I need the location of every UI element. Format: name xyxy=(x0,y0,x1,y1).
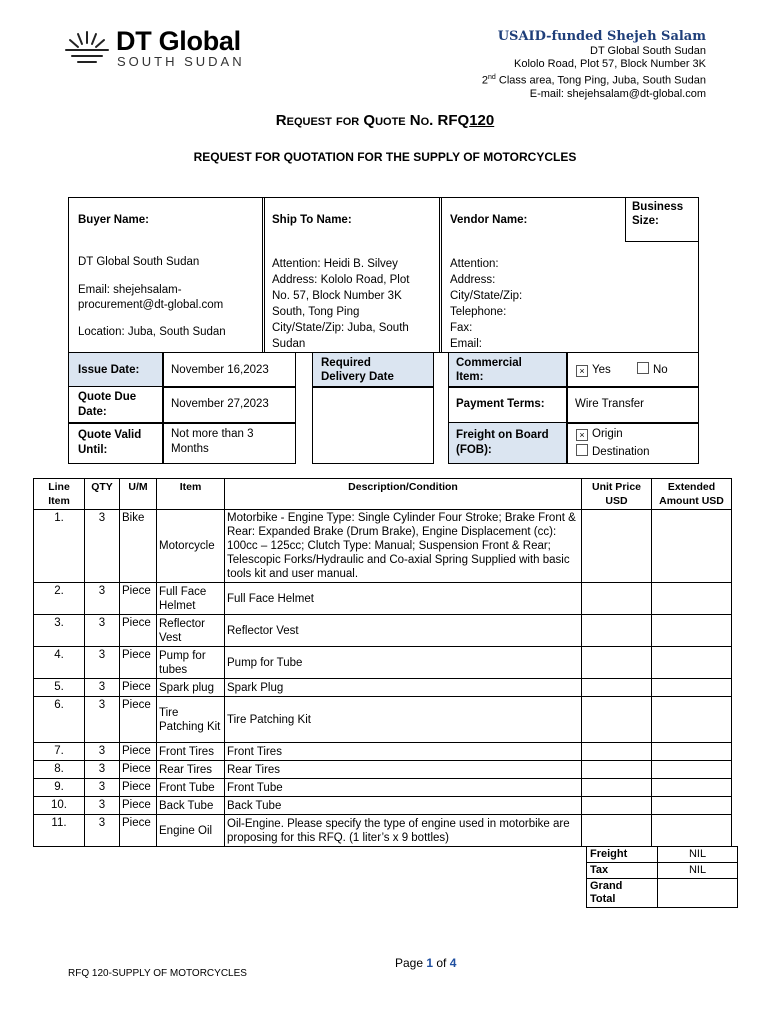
issue-date-value: November 16,2023 xyxy=(171,364,269,376)
commercial-item-label-cell xyxy=(448,352,568,388)
qty-cell: 3 xyxy=(85,583,120,615)
qty-cell: 3 xyxy=(85,647,120,679)
extended-amount-cell[interactable] xyxy=(652,743,732,761)
line-number-cell: 4. xyxy=(34,647,85,679)
um-cell: Piece xyxy=(120,761,157,779)
address-line-1: Kololo Road, Plot 57, Block Number 3K xyxy=(514,58,706,70)
logo-subtitle: SOUTH SUDAN xyxy=(117,54,245,69)
um-cell: Piece xyxy=(120,697,157,743)
vendor-line-1: Attention: xyxy=(450,258,499,270)
line-number-cell: 6. xyxy=(34,697,85,743)
unit-price-cell[interactable] xyxy=(582,743,652,761)
qty-cell: 3 xyxy=(85,679,120,697)
vendor-line-4: Telephone: xyxy=(450,306,507,318)
description-cell: Tire Patching Kit xyxy=(225,697,582,743)
unit-price-cell[interactable] xyxy=(582,679,652,697)
table-row xyxy=(34,615,732,647)
table-row xyxy=(34,761,732,779)
fob-label: Freight on Board (FOB): xyxy=(456,429,549,456)
um-cell: Piece xyxy=(120,679,157,697)
rfq-subtitle: REQUEST FOR QUOTATION FOR THE SUPPLY OF MOTORCYCLES xyxy=(193,150,577,164)
vendor-line-6: Email: xyxy=(450,338,482,350)
org-name: DT Global South Sudan xyxy=(590,45,706,57)
commercial-item-label: Commercial Item: xyxy=(456,357,522,383)
page-number: Page 1 of 4 xyxy=(395,956,457,970)
description-cell: Front Tires xyxy=(225,743,582,761)
um-cell: Piece xyxy=(120,583,157,615)
fob-origin-checkbox[interactable]: × xyxy=(576,429,588,441)
payment-terms-value-cell xyxy=(566,386,699,424)
ship-line-5: City/State/Zip: Juba, South xyxy=(272,322,409,334)
qty-cell: 3 xyxy=(85,615,120,647)
um-cell: Bike xyxy=(120,510,157,583)
col-header-qty: QTY xyxy=(85,479,120,510)
vendor-line-2: Address: xyxy=(450,274,496,286)
qty-cell: 3 xyxy=(85,797,120,815)
description-cell: Back Tube xyxy=(225,797,582,815)
line-number-cell: 7. xyxy=(34,743,85,761)
line-number-cell: 5. xyxy=(34,679,85,697)
extended-amount-cell[interactable] xyxy=(652,510,732,583)
col-header-unit-price: Unit Price USD xyxy=(582,479,652,510)
buyer-email-1: Email: shejehsalam- xyxy=(78,284,182,296)
freight-value: NIL xyxy=(658,847,738,863)
qty-cell: 3 xyxy=(85,510,120,583)
extended-amount-cell[interactable] xyxy=(652,679,732,697)
col-header-line: Line Item xyxy=(34,479,85,510)
description-cell: Oil-Engine. Please specify the type of engine used in motorbike are proposing for this RFQ. (1 liter’s x 9 bottles) xyxy=(225,815,582,847)
line-number-cell: 11. xyxy=(34,815,85,847)
unit-price-cell[interactable] xyxy=(582,615,652,647)
freight-row xyxy=(587,847,738,863)
quote-valid-label: Quote Valid Until: xyxy=(78,429,142,456)
issue-date-value-cell xyxy=(162,352,296,388)
logo-title: DT Global xyxy=(116,26,241,56)
ship-label: Ship To Name: xyxy=(272,214,352,226)
freight-label: Freight xyxy=(587,847,658,863)
um-cell: Piece xyxy=(120,647,157,679)
required-delivery-value-cell[interactable] xyxy=(312,386,434,464)
buyer-box xyxy=(68,197,265,353)
item-cell: Rear Tires xyxy=(157,761,225,779)
description-cell: Rear Tires xyxy=(225,761,582,779)
unit-price-cell[interactable] xyxy=(582,797,652,815)
extended-amount-cell[interactable] xyxy=(652,761,732,779)
quote-valid-value: Not more than 3 Months xyxy=(171,428,254,455)
table-row xyxy=(34,797,732,815)
items-table xyxy=(33,478,732,847)
quote-valid-label-cell xyxy=(68,422,164,464)
ship-line-6: Sudan xyxy=(272,338,306,350)
quote-due-value: November 27,2023 xyxy=(171,398,269,410)
extended-amount-cell[interactable] xyxy=(652,779,732,797)
um-cell: Piece xyxy=(120,743,157,761)
ship-line-2: Address: Kololo Road, Plot xyxy=(272,274,410,286)
buyer-email-2: procurement@dt-global.com xyxy=(78,299,224,311)
unit-price-cell[interactable] xyxy=(582,583,652,615)
line-number-cell: 3. xyxy=(34,615,85,647)
unit-price-cell[interactable] xyxy=(582,761,652,779)
quote-due-label: Quote Due Date: xyxy=(78,391,137,418)
required-delivery-label: Required Delivery Date xyxy=(321,357,394,383)
grand-total-value[interactable] xyxy=(658,879,738,908)
table-row xyxy=(34,583,732,615)
ship-line-4: South, Tong Ping xyxy=(272,306,360,318)
qty-cell: 3 xyxy=(85,815,120,847)
line-number-cell: 8. xyxy=(34,761,85,779)
col-header-extended-amount: Extended Amount USD xyxy=(652,479,732,510)
qty-cell: 3 xyxy=(85,779,120,797)
extended-amount-cell[interactable] xyxy=(652,583,732,615)
vendor-line-5: Fax: xyxy=(450,322,473,334)
address-line-2: 2nd Class area, Tong Ping, Juba, South Sudan xyxy=(481,74,706,87)
col-header-item: Item xyxy=(157,479,225,510)
item-cell: Spark plug xyxy=(157,679,225,697)
business-size-label: Business Size: xyxy=(632,201,684,227)
fob-options-cell xyxy=(566,422,699,464)
item-cell: Reflector Vest xyxy=(157,615,225,647)
qty-cell: 3 xyxy=(85,743,120,761)
commercial-yes-option[interactable]: × Yes xyxy=(576,362,611,378)
col-header-um: U/M xyxy=(120,479,157,510)
payment-terms-value: Wire Transfer xyxy=(575,398,645,410)
extended-amount-cell[interactable] xyxy=(652,647,732,679)
business-size-box xyxy=(625,197,699,242)
header-address-block xyxy=(482,28,706,101)
description-cell: Spark Plug xyxy=(225,679,582,697)
table-header-row xyxy=(34,479,732,510)
table-row xyxy=(34,779,732,797)
payment-terms-label: Payment Terms: xyxy=(456,398,545,410)
fob-destination-checkbox[interactable] xyxy=(576,444,588,456)
item-cell: Tire Patching Kit xyxy=(157,697,225,743)
um-cell: Piece xyxy=(120,815,157,847)
um-cell: Piece xyxy=(120,797,157,815)
line-number-cell: 2. xyxy=(34,583,85,615)
unit-price-cell[interactable] xyxy=(582,697,652,743)
qty-cell: 3 xyxy=(85,761,120,779)
unit-price-cell[interactable] xyxy=(582,647,652,679)
quote-valid-value-cell xyxy=(162,422,296,464)
table-row xyxy=(34,510,732,583)
payment-terms-label-cell xyxy=(448,386,568,424)
grand-total-row xyxy=(587,879,738,908)
item-cell: Back Tube xyxy=(157,797,225,815)
line-number-cell: 9. xyxy=(34,779,85,797)
commercial-item-options-cell xyxy=(566,352,699,388)
quote-due-label-cell xyxy=(68,386,164,424)
issue-date-label-cell xyxy=(68,352,164,388)
item-cell: Front Tube xyxy=(157,779,225,797)
quote-due-value-cell xyxy=(162,386,296,424)
vendor-line-3: City/State/Zip: xyxy=(450,290,523,302)
project-name: USAID-funded Shejeh Salam xyxy=(497,29,706,44)
unit-price-cell[interactable] xyxy=(582,510,652,583)
description-cell: Front Tube xyxy=(225,779,582,797)
line-number-cell: 10. xyxy=(34,797,85,815)
extended-amount-cell[interactable] xyxy=(652,615,732,647)
grand-total-label: Grand Total xyxy=(587,879,658,908)
description-cell: Motorbike - Engine Type: Single Cylinder Four Stroke; Brake Front & Rear: Expanded Brake (Drum Brake), Engine Displacement (cc): 100cc – 125cc; Clutch Type: Manual; Suspension Front & Rear; Telescopic Forks/Hydraulic and Co-axial Spring Supplied with basic tools kit and user manual. xyxy=(225,510,582,583)
table-row xyxy=(34,743,732,761)
commercial-no-checkbox[interactable] xyxy=(637,362,649,374)
header-email: E-mail: shejehsalam@dt-global.com xyxy=(529,87,706,100)
item-cell: Motorcycle xyxy=(157,510,225,583)
description-cell: Full Face Helmet xyxy=(225,583,582,615)
um-cell: Piece xyxy=(120,779,157,797)
required-delivery-label-cell xyxy=(312,352,434,388)
col-header-description: Description/Condition xyxy=(225,479,582,510)
item-cell: Full Face Helmet xyxy=(157,583,225,615)
table-row xyxy=(34,697,732,743)
item-cell: Engine Oil xyxy=(157,815,225,847)
unit-price-cell[interactable] xyxy=(582,815,652,847)
extended-amount-cell[interactable] xyxy=(652,797,732,815)
tax-value: NIL xyxy=(658,863,738,879)
table-row xyxy=(34,679,732,697)
fob-label-cell xyxy=(448,422,568,464)
item-cell: Pump for tubes xyxy=(157,647,225,679)
issue-date-label: Issue Date: xyxy=(78,364,140,376)
fob-destination-option[interactable]: Destination xyxy=(576,444,650,460)
description-cell: Pump for Tube xyxy=(225,647,582,679)
ship-line-1: Attention: Heidi B. Silvey xyxy=(272,258,398,270)
commercial-yes-checkbox[interactable]: × xyxy=(576,365,588,377)
fob-origin-option[interactable]: × Origin xyxy=(576,426,623,442)
buyer-name: DT Global South Sudan xyxy=(78,256,200,268)
extended-amount-cell[interactable] xyxy=(652,815,732,847)
vendor-label: Vendor Name: xyxy=(450,214,528,226)
tax-row xyxy=(587,863,738,879)
footer-doc-title: RFQ 120-SUPPLY OF MOTORCYCLES xyxy=(68,968,247,979)
line-number-cell: 1. xyxy=(34,510,85,583)
description-cell: Reflector Vest xyxy=(225,615,582,647)
unit-price-cell[interactable] xyxy=(582,779,652,797)
rfq-title: Request for Quote No. RFQ120 xyxy=(275,112,495,129)
tax-label: Tax xyxy=(587,863,658,879)
qty-cell: 3 xyxy=(85,697,120,743)
totals-table xyxy=(586,846,738,908)
um-cell: Piece xyxy=(120,615,157,647)
commercial-no-option[interactable]: No xyxy=(637,362,668,378)
item-cell: Front Tires xyxy=(157,743,225,761)
ship-line-3: No. 57, Block Number 3K xyxy=(272,290,402,302)
ship-box xyxy=(262,197,442,353)
dt-global-logo-icon xyxy=(64,28,110,70)
buyer-label: Buyer Name: xyxy=(78,214,149,226)
buyer-location: Location: Juba, South Sudan xyxy=(78,326,226,338)
table-row xyxy=(34,647,732,679)
table-row xyxy=(34,815,732,847)
extended-amount-cell[interactable] xyxy=(652,697,732,743)
